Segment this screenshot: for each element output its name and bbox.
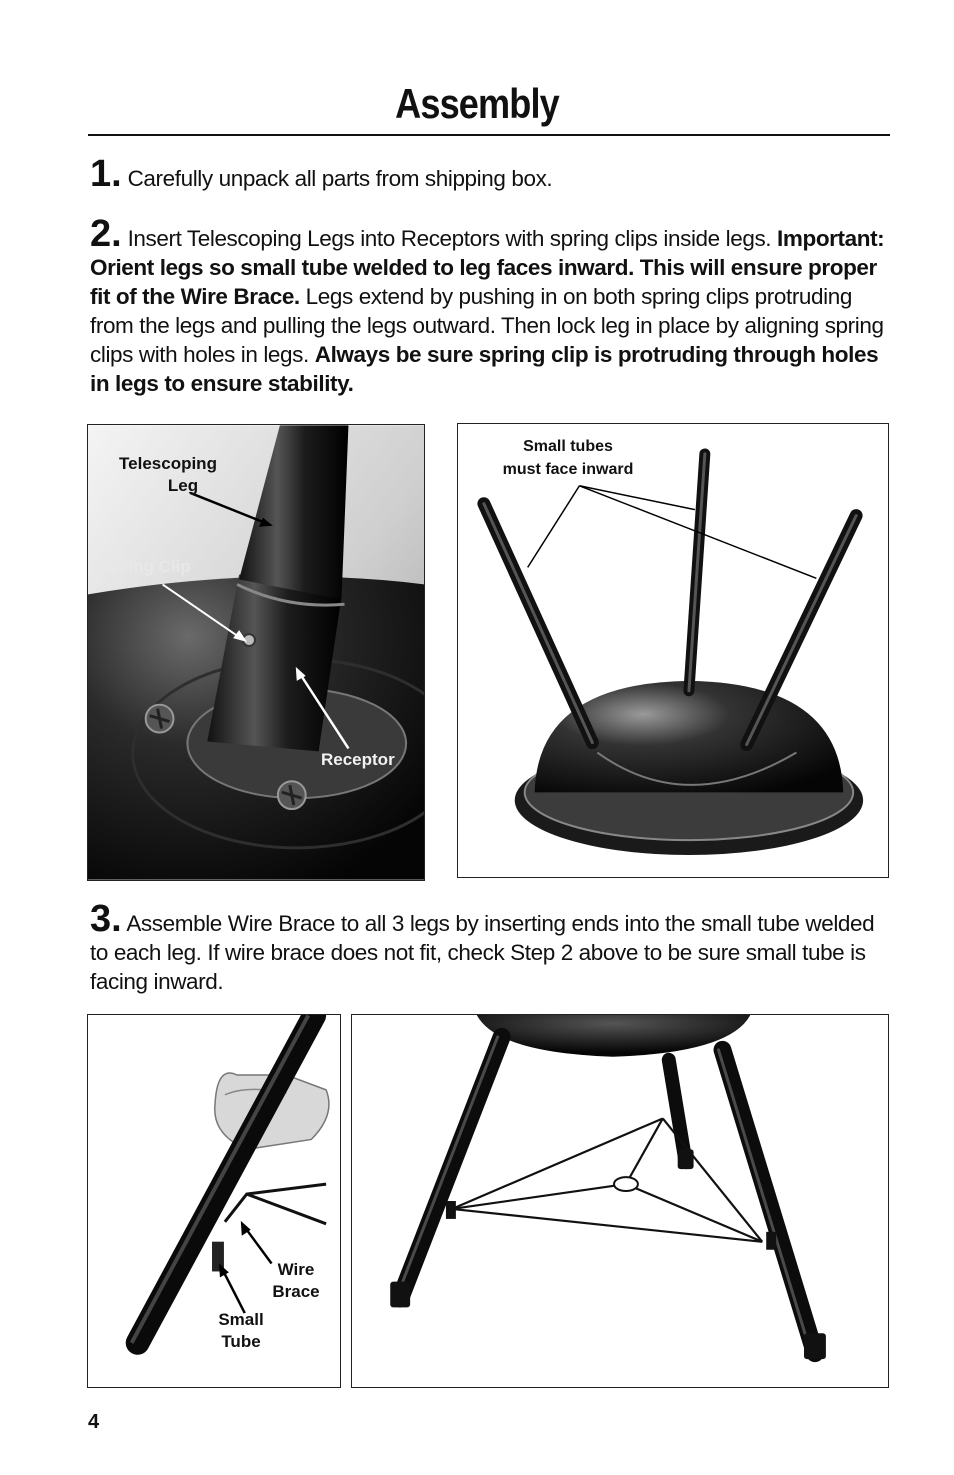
step-1 [90,153,890,195]
step-2-number: 2. [90,213,122,255]
label-wire-brace-line-1: Wire [277,1260,315,1279]
label-receptor: Receptor [321,750,395,769]
assembled-brace-illustration [352,1015,888,1387]
label-small-tube [216,1309,266,1353]
wire-brace-insert-illustration [88,1015,340,1387]
label-small-tubes-line-2: must face inward [502,461,634,478]
step-2-important: Important: Orient legs so small tube welded to leg faces inward. This will ensure proper fit of the Wire Brace. [90,226,885,309]
step-2-text-b: Legs extend by pushing in on both spring clips protruding from the legs and pulling the legs outward. Then lock leg in place by aligning spring clips with holes in legs. [90,284,884,367]
figure-assembled-brace-photo [351,1014,889,1388]
step-3 [90,898,890,996]
label-wire-brace-line-2: Brace [272,1282,320,1301]
label-small-tube-line-2: Tube [221,1332,261,1351]
page-title: Assembly [395,80,559,127]
bowl-with-legs-illustration [458,424,888,877]
label-telescoping-leg-line-1: Telescoping [119,454,217,473]
label-wire-brace [271,1259,321,1303]
step-2-stability-note: Always be sure spring clip is protruding through holes in legs to ensure stability. [90,342,879,396]
step-1-text: Carefully unpack all parts from shipping box. [127,166,553,191]
step-3-text: Assemble Wire Brace to all 3 legs by inserting ends into the small tube welded to each leg. If wire brace does not fit, check Step 2 above to be sure small tube is facing inward. [90,911,875,994]
figure-leg-receptor-photo [87,424,425,881]
step-3-number: 3. [90,898,122,940]
figure-wire-brace-insert-photo [87,1014,341,1388]
label-small-tubes [488,435,648,481]
label-telescoping-leg-line-2: Leg [167,476,199,495]
step-1-number: 1. [90,153,122,195]
label-small-tubes-line-1: Small tubes [523,438,613,455]
figure-small-tubes-photo [457,423,889,878]
label-telescoping-leg [103,453,233,497]
step-2-text-a: Insert Telescoping Legs into Receptors with spring clips inside legs. [127,226,772,251]
page-number: 4 [88,1411,100,1433]
step-2 [90,213,890,398]
label-small-tube-line-1: Small [218,1310,264,1329]
title-rule [88,134,890,136]
label-spring-clip: Spring Clip [100,557,191,576]
